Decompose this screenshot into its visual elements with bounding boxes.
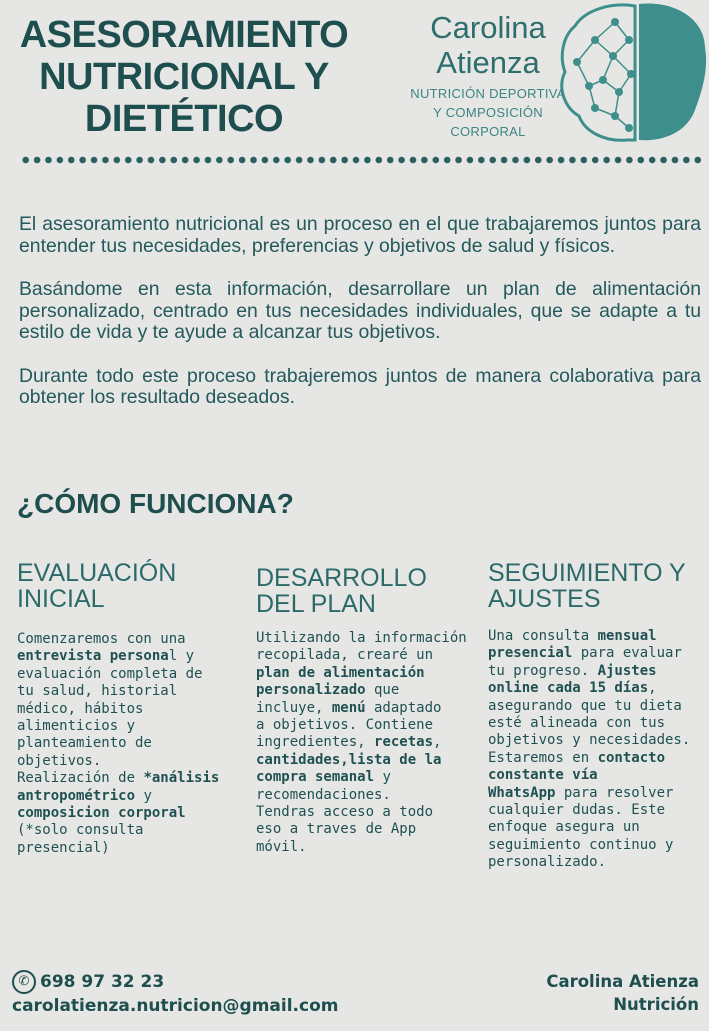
column-title: EVALUACIÓN INICIAL bbox=[17, 559, 177, 613]
body-text: y recomendaciones. Tendras acceso a todo eso a traves de App móvil. bbox=[256, 769, 434, 855]
bold-text: cantidades,lista de la compra semanal bbox=[256, 751, 442, 786]
phone-row bbox=[12, 970, 339, 994]
dotted-divider bbox=[20, 154, 704, 166]
how-it-works-heading: ¿CÓMO FUNCIONA? bbox=[17, 488, 294, 519]
body-text: y bbox=[143, 787, 152, 804]
body-text: que incluye, bbox=[256, 682, 400, 716]
column-body bbox=[256, 630, 471, 856]
column-seguimiento bbox=[488, 560, 703, 872]
intro-paragraph: El asesoramiento nutricional es un proceso en el que trabajaremos juntos para entender tus necesidades, preferencias y objetivos de salud y físicos. bbox=[19, 213, 701, 257]
body-text: para resolver cualquier dudas. Este enfoque asegura un seguimiento continuo y personalizado. bbox=[488, 784, 674, 871]
bold-text: *análisis antropométrico bbox=[17, 770, 220, 804]
body-text: para evaluar tu progreso. bbox=[488, 645, 682, 679]
signature-name: Carolina Atienza bbox=[546, 972, 699, 991]
body-text: Utilizando la información recopilada, crearé un bbox=[256, 630, 467, 664]
brand-block bbox=[408, 10, 568, 141]
phone-number[interactable]: 698 97 32 23 bbox=[40, 972, 165, 992]
column-title: DESARROLLO DEL PLAN bbox=[256, 564, 427, 618]
bold-text: mensual presencial bbox=[488, 628, 657, 662]
bold-text: recetas bbox=[374, 734, 434, 751]
bold-text: plan de alimentación personalizado bbox=[256, 664, 425, 699]
bold-text: entrevista persona bbox=[17, 648, 169, 665]
bold-text: Ajustes online cada 15 días bbox=[488, 662, 657, 697]
column-body bbox=[488, 628, 703, 872]
body-text: Una consulta bbox=[488, 628, 598, 644]
phone-icon: ✆ bbox=[12, 970, 36, 994]
bold-text: menú bbox=[331, 699, 366, 716]
body-text: , bbox=[433, 734, 442, 751]
body-text: l y evaluación completa de tu salud, historial médico, hábitos alimenticios y planteamiento de objetivos. Realización de bbox=[17, 648, 203, 787]
body-text: , asegurando que tu dieta esté alineada con tus objetivos y necesidades. Estaremos en bbox=[488, 680, 691, 766]
brain-network-icon bbox=[555, 0, 709, 148]
column-body bbox=[17, 631, 232, 857]
signature-block bbox=[546, 970, 699, 1016]
body-text: (*solo consulta presencial) bbox=[17, 822, 144, 856]
brand-subtitle: NUTRICIÓN DEPORTIVA Y COMPOSICIÓN CORPORAL bbox=[410, 86, 566, 139]
page-title: ASESORAMIENTO NUTRICIONAL Y DIETÉTICO bbox=[19, 14, 349, 140]
column-desarrollo bbox=[256, 565, 471, 856]
body-text: adaptado a objetivos. Contiene ingredientes, bbox=[256, 699, 442, 751]
column-title: SEGUIMIENTO Y AJUSTES bbox=[488, 559, 686, 613]
intro-paragraph: Durante todo este proceso trabajeremos juntos de manera colaborativa para obtener los resultado deseados. bbox=[19, 364, 701, 408]
intro-text bbox=[19, 214, 701, 409]
column-evaluacion bbox=[17, 560, 232, 857]
signature-title: Nutrición bbox=[613, 995, 699, 1014]
contact-block bbox=[12, 970, 339, 1018]
brand-name: Carolina Atienza bbox=[430, 10, 546, 80]
intro-paragraph: Basándome en esta información, desarrollare un plan de alimentación personalizado, centrado en tus necesidades individuales, que se adapte a tu estilo de vida y te ayude a alcanzar tus objetivos. bbox=[19, 278, 701, 343]
bold-text: contacto constante vía WhatsApp bbox=[488, 749, 666, 801]
email-address[interactable]: carolatienza.nutricion@gmail.com bbox=[12, 996, 339, 1016]
bold-text: composicion corporal bbox=[17, 805, 186, 822]
body-text: Comenzaremos con una bbox=[17, 631, 186, 647]
